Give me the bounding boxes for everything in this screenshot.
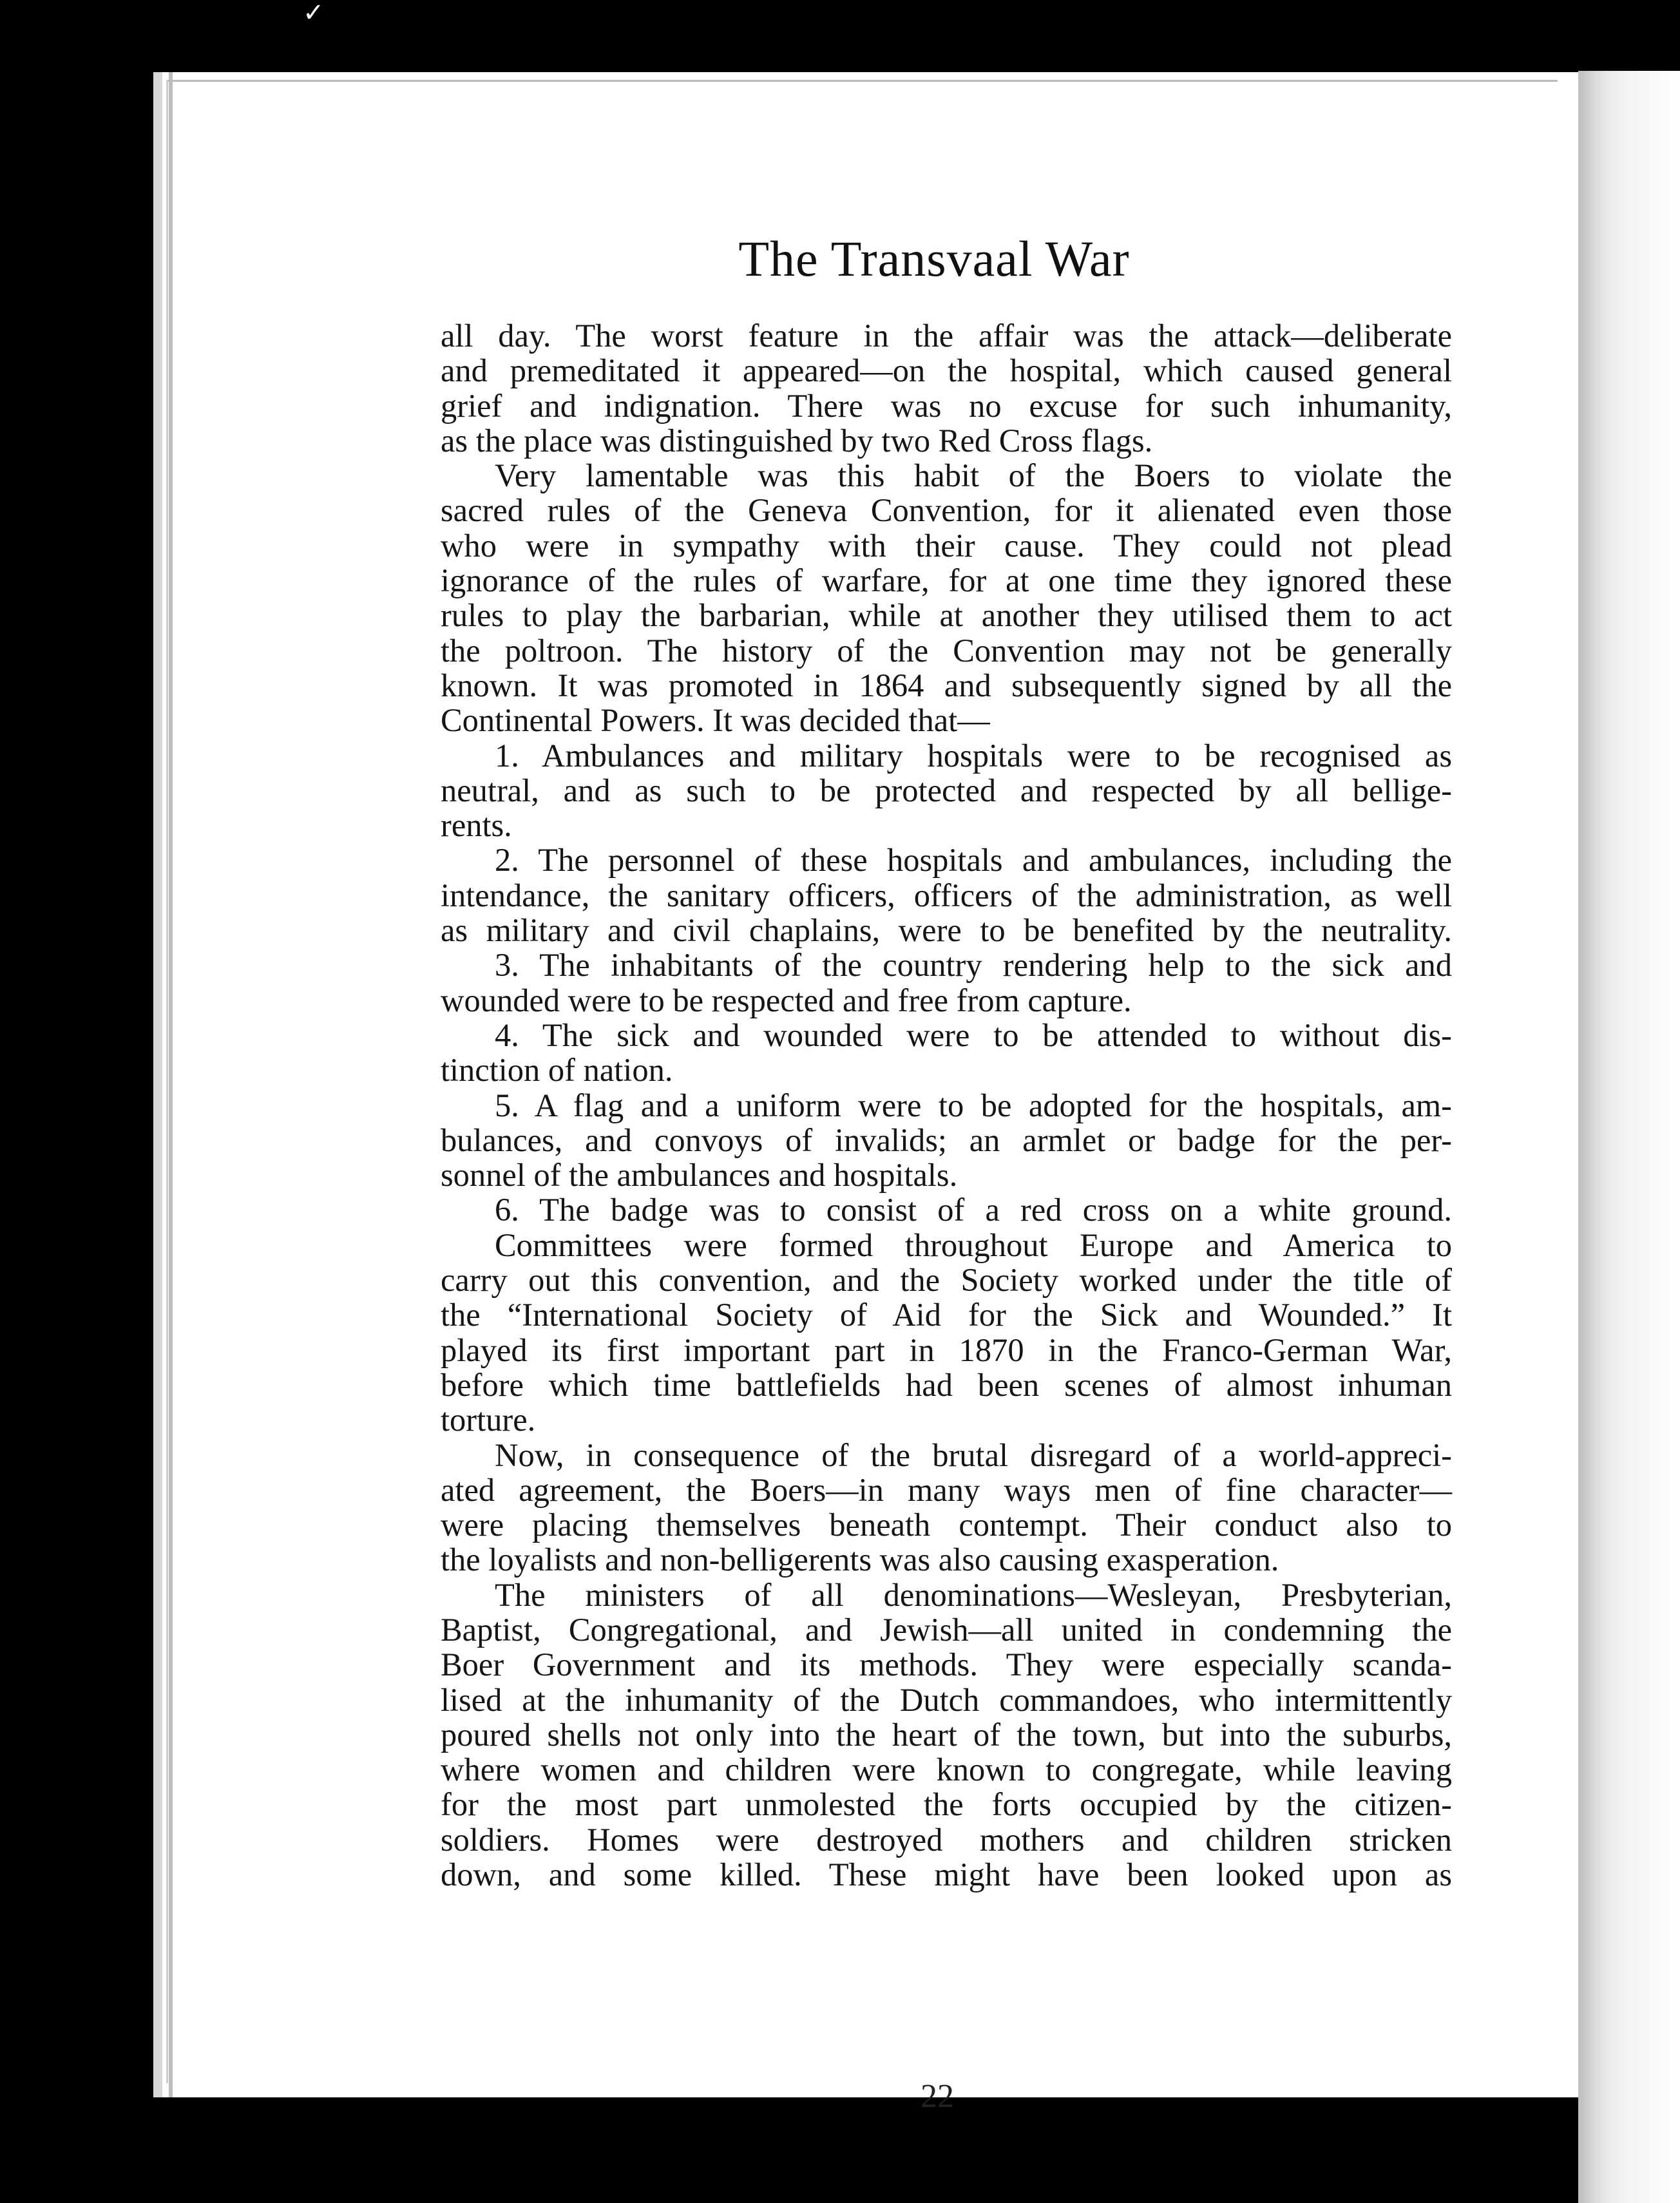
text-line: 2. The personnel of these hospitals and ambulances, including the — [495, 842, 1452, 879]
text-line: 6. The badge was to consist of a red cross on a white ground. — [495, 1192, 1452, 1228]
text-line: 1. Ambulances and military hospitals were to be recognised as — [495, 737, 1452, 774]
text-line: The ministers of all denominations—Wesleyan, Presbyterian, — [495, 1576, 1452, 1613]
text-line: poured shells not only into the heart of the town, but into the suburbs, — [441, 1716, 1452, 1753]
text-line: before which time battlefields had been scenes of almost inhuman — [441, 1366, 1452, 1403]
text-line: rents. — [441, 807, 512, 844]
text-line: for the most part unmolested the forts occupied by the citizen- — [441, 1786, 1452, 1823]
page-number: 22 — [921, 2078, 954, 2115]
text-line: down, and some killed. These might have been looked upon as — [441, 1856, 1452, 1893]
text-line: grief and indignation. There was no excuse for such inhumanity, — [441, 387, 1452, 424]
text-line: 3. The inhabitants of the country rendering help to the sick and — [495, 947, 1452, 984]
text-line: Boer Government and its methods. They were especially scanda- — [441, 1646, 1452, 1683]
running-head: The Transvaal War — [738, 231, 1130, 287]
text-line: rules to play the barbarian, while at another they utilised them to act — [441, 597, 1452, 634]
page-edge-left — [166, 80, 168, 2083]
text-line: the loyalists and non-belligerents was also causing exasperation. — [441, 1541, 1279, 1578]
text-line: 4. The sick and wounded were to be attended to without dis- — [495, 1016, 1452, 1053]
text-line: Now, in consequence of the brutal disregard of a world-appreci- — [495, 1436, 1452, 1473]
text-line: intendance, the sanitary officers, officers of the administration, as well — [441, 877, 1452, 913]
text-line: tinction of nation. — [441, 1052, 673, 1089]
text-line: Very lamentable was this habit of the Boers to violate the — [495, 457, 1452, 494]
text-line: 5. A flag and a uniform were to be adopted for the hospitals, am- — [495, 1087, 1452, 1123]
text-line: soldiers. Homes were destroyed mothers and children stricken — [441, 1821, 1452, 1858]
text-line: as military and civil chaplains, were to be benefited by the neutrality. — [441, 912, 1452, 949]
body-text — [441, 318, 1452, 1892]
text-line: played its first important part in 1870 in the Franco-German War, — [441, 1331, 1452, 1368]
text-line: and premeditated it appeared—on the hospital, which caused general — [441, 352, 1452, 389]
text-line: where women and children were known to congregate, while leaving — [441, 1751, 1452, 1788]
right-page-gutter — [1578, 71, 1680, 2203]
text-line: bulances, and convoys of invalids; an armlet or badge for the per- — [441, 1121, 1452, 1158]
text-line: Committees were formed throughout Europe and America to — [495, 1226, 1452, 1263]
text-line: the “International Society of Aid for the Sick and Wounded.” It — [441, 1297, 1452, 1333]
text-line: lised at the inhumanity of the Dutch commandoes, who intermittently — [441, 1681, 1452, 1718]
text-line: Baptist, Congregational, and Jewish—all united in condemning the — [441, 1611, 1452, 1648]
text-line: carry out this convention, and the Society worked under the title of — [441, 1262, 1452, 1299]
text-line: torture. — [441, 1402, 536, 1438]
text-line: who were in sympathy with their cause. They could not plead — [441, 527, 1452, 564]
text-line: known. It was promoted in 1864 and subsequently signed by all the — [441, 667, 1452, 703]
scan-mark-icon: ✓ — [303, 0, 325, 27]
text-line: Continental Powers. It was decided that— — [441, 702, 990, 739]
text-line: wounded were to be respected and free from capture. — [441, 982, 1132, 1018]
page-edge-top — [166, 80, 1558, 82]
text-line: all day. The worst feature in the affair was the attack—deliberate — [441, 318, 1452, 354]
text-line: as the place was distinguished by two Red Cross flags. — [441, 422, 1153, 459]
text-line: were placing themselves beneath contempt. Their conduct also to — [441, 1507, 1452, 1543]
text-line: the poltroon. The history of the Convention may not be generally — [441, 632, 1452, 669]
text-line: sonnel of the ambulances and hospitals. — [441, 1157, 958, 1194]
text-line: ignorance of the rules of warfare, for at one time they ignored these — [441, 562, 1452, 599]
text-line: neutral, and as such to be protected and respected by all bellige- — [441, 772, 1452, 808]
text-line: sacred rules of the Geneva Convention, for it alienated even those — [441, 492, 1452, 529]
text-line: ated agreement, the Boers—in many ways men of fine character— — [441, 1471, 1452, 1508]
